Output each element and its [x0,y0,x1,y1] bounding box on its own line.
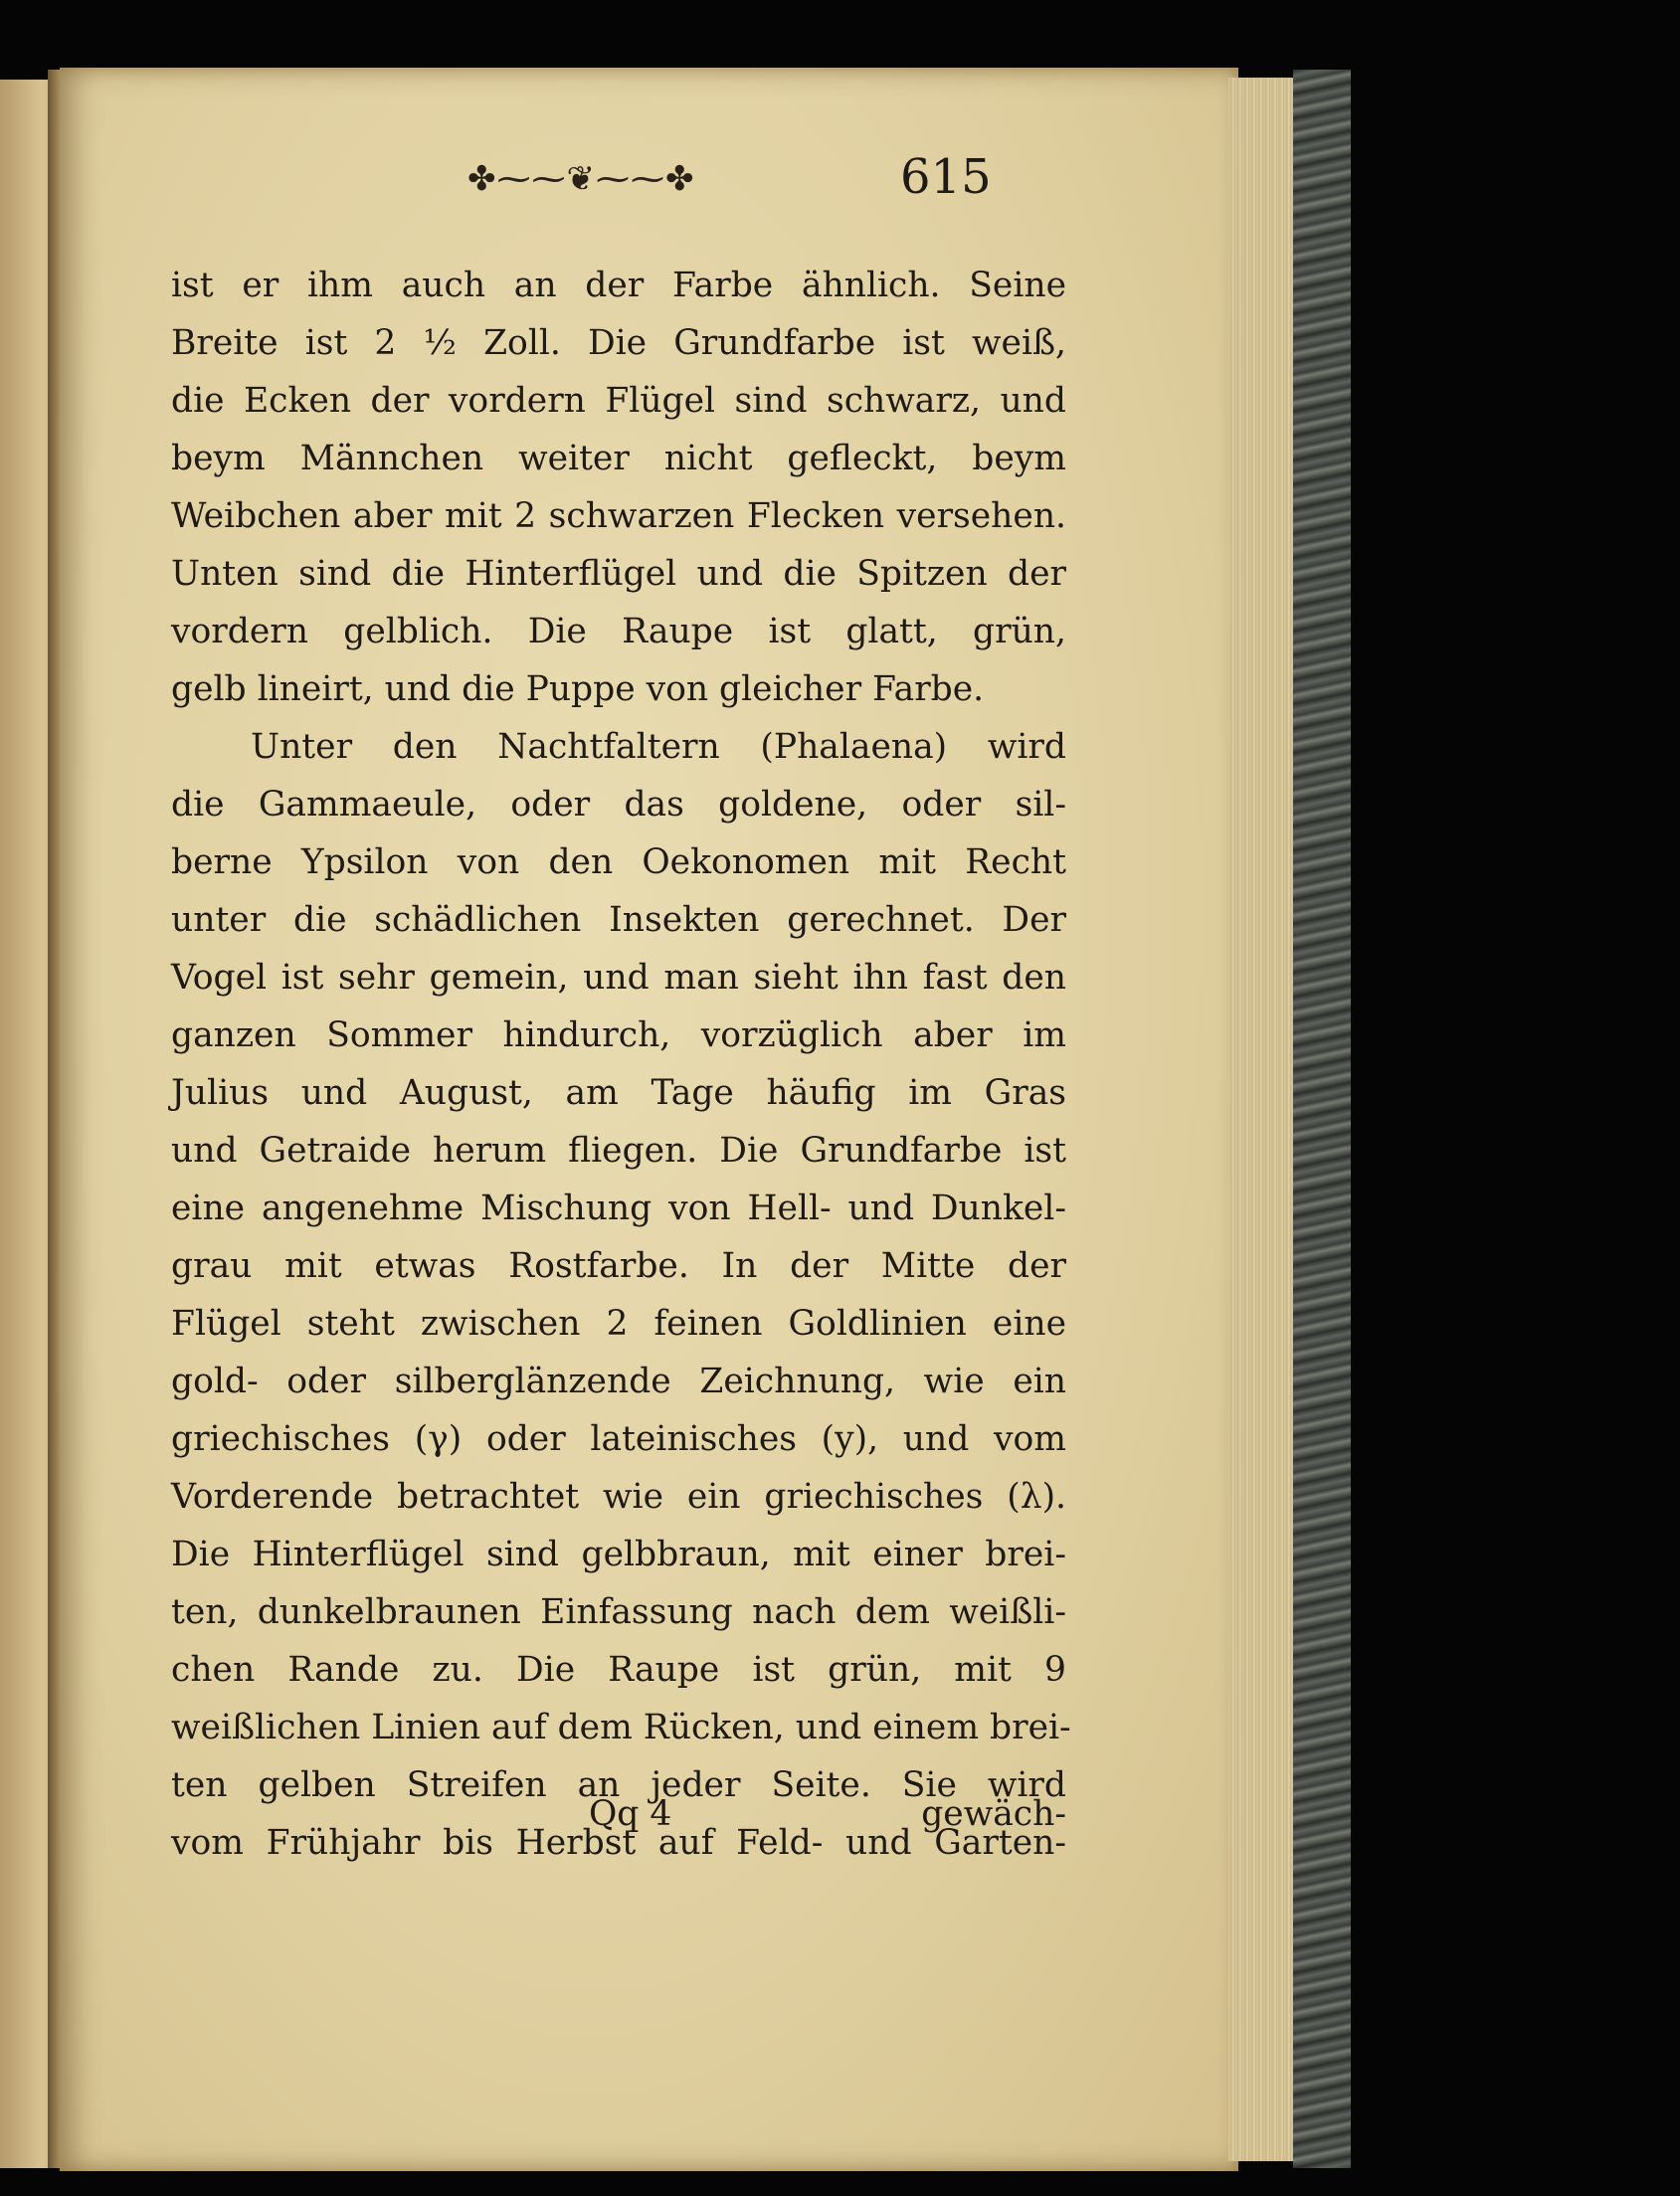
text-line: Vogel ist sehr gemein, und man sieht ihn fast den [171,958,1066,998]
text-line: vom Frühjahr bis Herbst auf Feld- und Garten- [171,1823,1066,1863]
text-line: ist er ihm auch an der Farbe ähnlich. Seine [171,266,1066,305]
text-line: vordern gelblich. Die Raupe ist glatt, grün, [171,612,1066,651]
text-line: Unten sind die Hinterflügel und die Spitzen der [171,554,1066,594]
text-line: Unter den Nachtfaltern (Phalaena) wird [251,727,1066,767]
text-line: gold- oder silberglänzende Zeichnung, wie ein [171,1362,1066,1401]
text-line: ten, dunkelbraunen Einfassung nach dem weißli- [171,1592,1066,1632]
page-footer [171,1785,1066,1843]
text-line: die Gammaeule, oder das goldene, oder sil- [171,785,1066,824]
page-number: 615 [900,149,992,205]
text-line: Die Hinterflügel sind gelbbraun, mit einer brei- [171,1535,1066,1574]
signature-mark: Qq 4 [589,1794,672,1834]
page-stack-edges [1228,78,1296,2161]
body-text [171,257,1071,1872]
text-line: Breite ist 2 ½ Zoll. Die Grundfarbe ist weiß, [171,323,1066,363]
text-line: berne Ypsilon von den Oekonomen mit Recht [171,842,1066,882]
text-line: und Getraide herum fliegen. Die Grundfarbe ist [171,1131,1066,1171]
text-line: beym Männchen weiter nicht gefleckt, beym [171,439,1066,478]
text-line: weißlichen Linien auf dem Rücken, und einem brei- [171,1708,1071,1747]
text-line: grau mit etwas Rostfarbe. In der Mitte der [171,1246,1066,1286]
text-line: eine angenehme Mischung von Hell- und Dunkel- [171,1189,1066,1228]
text-line: chen Rande zu. Die Raupe ist grün, mit 9 [171,1650,1066,1690]
header-ornament: ✤⁓⁓❦⁓⁓✤ [467,159,695,199]
catchword: gewäch- [921,1794,1066,1834]
text-line: Julius und August, am Tage häufig im Gras [171,1073,1066,1113]
text-line: die Ecken der vordern Flügel sind schwarz, und [171,381,1066,421]
text-line: ten gelben Streifen an jeder Seite. Sie wird [171,1765,1066,1805]
text-line: griechisches (γ) oder lateinisches (y), und vom [171,1419,1066,1459]
text-line: Vorderende betrachtet wie ein griechisches (λ). [171,1477,1066,1517]
text-line: unter die schädlichen Insekten gerechnet. Der [171,900,1066,940]
text-line: gelb lineirt, und die Puppe von gleicher Farbe. [171,669,985,709]
text-line: Flügel steht zwischen 2 feinen Goldlinien eine [171,1304,1066,1344]
text-line: ganzen Sommer hindurch, vorzüglich aber im [171,1015,1066,1055]
text-line: Weibchen aber mit 2 schwarzen Flecken versehen. [171,496,1066,536]
marbled-cover-edge [1293,70,1351,2168]
